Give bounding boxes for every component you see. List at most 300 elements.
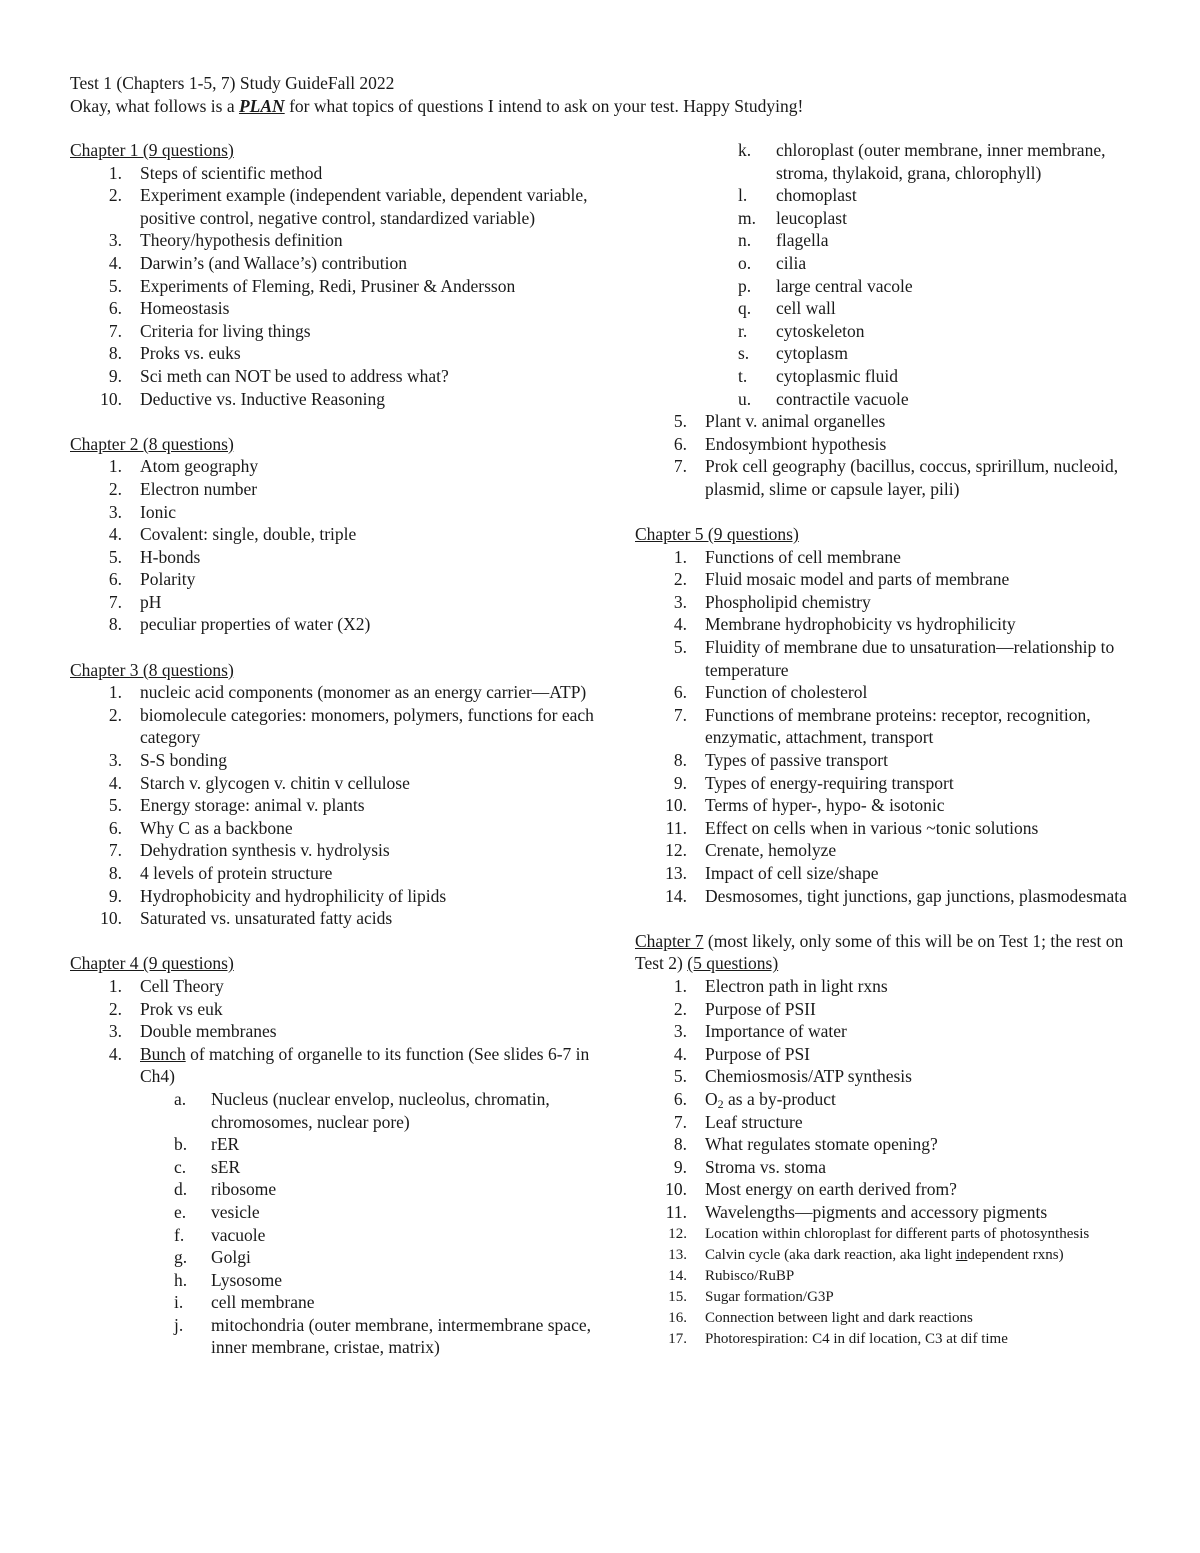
item-text: biomolecule categories: monomers, polymers, functions for each category — [140, 704, 594, 748]
item-text: Photorespiration: C4 in dif location, C3 at dif time — [705, 1330, 1008, 1347]
sub-list-item — [70, 1269, 600, 1292]
intro-text-start: Okay, what follows is a — [70, 95, 239, 116]
sub-list-item — [635, 365, 1155, 388]
list-item — [635, 591, 1155, 614]
item-text: What regulates stomate opening? — [705, 1134, 938, 1155]
sub-item-text: large central vacole — [776, 275, 913, 296]
item-number: 17. — [668, 1330, 687, 1347]
sub-list-item — [635, 342, 1155, 365]
sub-list-item — [635, 139, 1155, 184]
item-number: 6. — [108, 298, 122, 319]
item-number: 8. — [108, 343, 122, 364]
item-text: Energy storage: animal v. plants — [140, 795, 365, 816]
list-item — [635, 1043, 1155, 1066]
item-text: Starch v. glycogen v. chitin v cellulose — [140, 772, 410, 793]
item-text: Steps of scientific method — [140, 162, 323, 183]
right-column — [635, 139, 1155, 1372]
item-text: Electron number — [140, 478, 258, 499]
list-item — [635, 681, 1155, 704]
chapter-7-heading-note: (most likely, only some of this will be on Test 1; the rest on Test 2) — [635, 930, 1124, 974]
chapter-4-continued — [635, 139, 1155, 501]
item-text — [705, 1245, 1155, 1266]
list-item — [635, 794, 1155, 817]
item-text: Darwin’s (and Wallace’s) contribution — [140, 252, 408, 273]
item-number: 4. — [673, 614, 687, 635]
item-text: S-S bonding — [140, 750, 228, 771]
sub-list-item — [635, 297, 1155, 320]
item-number: 4. — [108, 524, 122, 545]
sub-item-text: cell membrane — [211, 1292, 315, 1313]
item-text: Atom geography — [140, 456, 259, 477]
chapter-4-heading: Chapter 4 (9 questions) — [70, 953, 234, 974]
item-text: Purpose of PSII — [705, 998, 816, 1019]
item-text: Types of energy-requiring transport — [705, 772, 954, 793]
sub-item-text: leucoplast — [776, 207, 847, 228]
item-number: 7. — [108, 840, 122, 861]
item-text: Functions of membrane proteins: receptor, recognition, enzymatic, attachment, transport — [705, 704, 1091, 748]
item-text: Double membranes — [140, 1021, 277, 1042]
item-number: 2. — [108, 185, 122, 206]
item-text: Rubisco/RuBP — [705, 1267, 795, 1284]
item-number: 3. — [108, 501, 122, 522]
item-number: 2. — [108, 704, 122, 725]
item-number: 10. — [665, 795, 687, 816]
item-number: 7. — [673, 456, 687, 477]
chapter-1-list — [70, 162, 600, 411]
list-item — [635, 1266, 1155, 1287]
item-number: 6. — [108, 817, 122, 838]
item-text: nucleic acid components (monomer as an energy carrier—ATP) — [140, 682, 587, 703]
chapter-7-list — [635, 975, 1155, 1088]
item-number: 1. — [673, 975, 687, 996]
item-number: 3. — [673, 1021, 687, 1042]
list-item — [70, 1043, 600, 1088]
sub-item-letter: e. — [174, 1201, 187, 1222]
sub-item-letter: d. — [174, 1179, 188, 1200]
item-number: 6. — [673, 433, 687, 454]
sub-item-letter: h. — [174, 1269, 188, 1290]
chapter-3-heading: Chapter 3 (8 questions) — [70, 659, 234, 680]
list-item — [70, 794, 600, 817]
list-item — [635, 1224, 1155, 1245]
list-item — [70, 862, 600, 885]
item-text: peculiar properties of water (X2) — [140, 614, 371, 635]
item-number: 8. — [108, 863, 122, 883]
list-item — [635, 1329, 1155, 1350]
item-number: 6. — [108, 569, 122, 590]
item-number: 5. — [673, 637, 687, 658]
document-header — [70, 72, 1150, 117]
sub-item-letter: r. — [738, 320, 748, 341]
sub-item-text: rER — [211, 1134, 240, 1155]
list-item — [635, 568, 1155, 591]
list-item — [70, 839, 600, 862]
sub-item-text: Lysosome — [211, 1269, 282, 1290]
item-number: 1. — [108, 975, 122, 996]
list-item — [635, 1245, 1155, 1266]
sub-item-letter: c. — [174, 1156, 187, 1177]
list-item — [70, 613, 600, 636]
list-item — [70, 388, 600, 411]
sub-item-text: flagella — [776, 230, 829, 251]
item-text: Chemiosmosis/ATP synthesis — [705, 1066, 912, 1087]
list-item — [635, 975, 1155, 998]
item-number: 15. — [668, 1288, 687, 1305]
chapter-5-heading: Chapter 5 (9 questions) — [635, 524, 799, 545]
item-number: 5. — [673, 1066, 687, 1087]
sub-item-text: cytoskeleton — [776, 320, 865, 341]
list-item — [70, 184, 600, 229]
sub-list-item — [70, 1156, 600, 1179]
item-text: Location within chloroplast for different parts of photosynthesis — [705, 1225, 1090, 1242]
sub-item-text: ribosome — [211, 1179, 277, 1200]
chapter-7-heading — [635, 930, 1155, 975]
item-number: 7. — [108, 320, 122, 341]
chapter-4-list — [70, 975, 600, 1043]
sub-list-item — [70, 1314, 600, 1359]
item-text: Experiment example (independent variable, dependent variable, positive control, negative control, standardized variable) — [140, 185, 588, 228]
item-text: Phospholipid chemistry — [705, 591, 871, 612]
item-number: 5. — [108, 795, 122, 816]
item-text: Criteria for living things — [140, 320, 311, 341]
chapter-7-list-b — [635, 1111, 1155, 1224]
item-text: Functions of cell membrane — [705, 546, 901, 567]
sub-list-item — [70, 1224, 600, 1247]
sub-item-text: chomoplast — [776, 185, 857, 206]
item-number: 4. — [108, 772, 122, 793]
sub-list-item — [70, 1201, 600, 1224]
sub-item-letter: t. — [738, 365, 748, 386]
item-number: 16. — [668, 1309, 687, 1326]
list-item — [635, 998, 1155, 1021]
item-text: Fluid mosaic model and parts of membrane — [705, 569, 1010, 590]
sub-list-item — [70, 1291, 600, 1314]
sub-list-item — [635, 184, 1155, 207]
item-number: 4. — [673, 1043, 687, 1064]
sub-item-text: chloroplast (outer membrane, inner membrane, stroma, thylakoid, grana, chlorophyll) — [776, 140, 1106, 183]
item-number: 12. — [665, 840, 687, 861]
list-item — [70, 546, 600, 569]
list-item — [635, 1133, 1155, 1156]
item-number: 3. — [108, 1021, 122, 1042]
sub-item-text: vesicle — [211, 1201, 260, 1222]
item-text: Impact of cell size/shape — [705, 863, 879, 883]
item-number: 8. — [108, 614, 122, 635]
item-number: 2. — [673, 569, 687, 590]
chapter-2-list — [70, 455, 600, 636]
list-item — [70, 275, 600, 298]
sub-item-text: cytoplasmic fluid — [776, 365, 898, 386]
item-text: Saturated vs. unsaturated fatty acids — [140, 908, 393, 929]
sub-item-letter: k. — [738, 140, 752, 160]
list-item — [70, 749, 600, 772]
item-text: Desmosomes, tight junctions, gap junctions, plasmodesmata — [705, 885, 1127, 906]
item-number: 2. — [673, 998, 687, 1019]
intro-line — [70, 95, 1150, 118]
list-item — [70, 478, 600, 501]
sub-item-letter: b. — [174, 1134, 188, 1155]
chapter-3-list — [70, 681, 600, 930]
item-text — [705, 1088, 1155, 1111]
item-text: Function of cholesterol — [705, 682, 868, 703]
sub-item-letter: a. — [174, 1088, 187, 1109]
sub-item-letter: m. — [738, 207, 756, 228]
item-number: 10. — [100, 388, 122, 409]
sub-list-item — [635, 252, 1155, 275]
item-number: 8. — [673, 750, 687, 771]
list-item — [635, 1287, 1155, 1308]
item-number: 3. — [108, 750, 122, 771]
chapter-7-list-small-b — [635, 1266, 1155, 1350]
chapter-5-section — [635, 523, 1155, 907]
chapter-7-heading-title: Chapter 7 — [635, 930, 704, 951]
list-item — [70, 229, 600, 252]
chapter-1-section — [70, 139, 600, 410]
item-number: 9. — [673, 1156, 687, 1177]
item-number: 9. — [673, 772, 687, 793]
item-text: pH — [140, 591, 162, 612]
list-item — [635, 772, 1155, 795]
bunch-underlined: Bunch — [140, 1043, 186, 1064]
item-number: 2. — [108, 478, 122, 499]
sub-item-letter: f. — [174, 1224, 185, 1245]
item-number: 10. — [665, 1179, 687, 1200]
item-number: 1. — [108, 456, 122, 477]
item-text: Crenate, hemolyze — [705, 840, 837, 861]
list-item — [70, 342, 600, 365]
list-item — [635, 862, 1155, 885]
list-item — [70, 885, 600, 908]
sub-item-letter: q. — [738, 298, 752, 319]
sub-list-item — [635, 320, 1155, 343]
chapter-4-list-continued — [635, 410, 1155, 500]
sub-list-item — [70, 1088, 600, 1133]
item-text: Proks vs. euks — [140, 343, 241, 364]
list-item — [70, 998, 600, 1021]
sub-item-text: Golgi — [211, 1247, 251, 1268]
sub-item-letter: g. — [174, 1247, 188, 1268]
item-number: 14. — [665, 885, 687, 906]
item-number: 11. — [665, 1201, 687, 1222]
item-text: Covalent: single, double, triple — [140, 524, 357, 545]
item-text: H-bonds — [140, 546, 201, 567]
sub-item-letter: s. — [738, 343, 750, 364]
chapter-7-heading-count: (5 questions) — [687, 953, 779, 974]
chapter-2-heading: Chapter 2 (8 questions) — [70, 433, 234, 454]
item-text: Plant v. animal organelles — [705, 411, 886, 432]
list-item — [635, 1156, 1155, 1179]
item-text: Fluidity of membrane due to unsaturation—relationship to temperature — [705, 637, 1115, 680]
sub-list-item — [635, 207, 1155, 230]
sub-item-text: contractile vacuole — [776, 388, 909, 409]
item-number: 13. — [668, 1246, 687, 1263]
sub-item-text: Nucleus (nuclear envelop, nucleolus, chromatin, chromosomes, nuclear pore) — [211, 1088, 550, 1132]
item-number: 1. — [673, 546, 687, 567]
item-number: 3. — [108, 230, 122, 251]
list-item — [635, 546, 1155, 569]
item-text: Wavelengths—pigments and accessory pigments — [705, 1201, 1048, 1222]
list-item — [635, 704, 1155, 749]
item-number: 9. — [108, 365, 122, 386]
item-text: Leaf structure — [705, 1111, 803, 1132]
list-item — [70, 501, 600, 524]
item-number: 4. — [108, 252, 122, 273]
list-item — [70, 907, 600, 930]
list-item — [635, 433, 1155, 456]
list-item — [635, 636, 1155, 681]
list-item — [635, 1088, 1155, 1111]
list-item — [635, 1178, 1155, 1201]
list-item — [635, 817, 1155, 840]
list-item — [70, 817, 600, 840]
item-text: Ionic — [140, 501, 176, 522]
sub-item-letter: p. — [738, 275, 752, 296]
list-item — [635, 410, 1155, 433]
item-number: 5. — [673, 411, 687, 432]
chapter-4-sublist — [70, 1088, 600, 1359]
item-text: Importance of water — [705, 1021, 847, 1042]
list-item — [635, 839, 1155, 862]
item-text: Stroma vs. stoma — [705, 1156, 827, 1177]
item-text: Experiments of Fleming, Redi, Prusiner & Andersson — [140, 275, 516, 296]
list-item — [635, 613, 1155, 636]
list-item — [635, 885, 1155, 908]
sub-item-text: cilia — [776, 252, 807, 273]
item-number: 14. — [668, 1267, 687, 1284]
sub-item-letter: u. — [738, 388, 752, 409]
sub-item-letter: j. — [174, 1314, 184, 1335]
list-item — [70, 162, 600, 185]
sub-item-letter: n. — [738, 230, 752, 251]
left-column — [70, 139, 600, 1382]
list-item — [70, 681, 600, 704]
sub-item-letter: o. — [738, 252, 752, 273]
sub-item-text: mitochondria (outer membrane, intermembrane space, inner membrane, cristae, matrix) — [211, 1314, 591, 1358]
item-number: 6. — [673, 1088, 687, 1109]
list-item — [70, 772, 600, 795]
list-item — [70, 591, 600, 614]
item-text: Theory/hypothesis definition — [140, 230, 343, 251]
sub-list-item — [635, 229, 1155, 252]
item-text: Sugar formation/G3P — [705, 1288, 834, 1305]
item-number: 4. — [108, 1043, 122, 1064]
item-text: Connection between light and dark reactions — [705, 1309, 973, 1326]
item-text — [140, 1043, 600, 1088]
item-number: 2. — [108, 998, 122, 1019]
item-text: Deductive vs. Inductive Reasoning — [140, 388, 385, 409]
list-item — [70, 1020, 600, 1043]
list-item — [635, 1201, 1155, 1224]
item-number: 8. — [673, 1134, 687, 1155]
item-text: Sci meth can NOT be used to address what? — [140, 365, 449, 386]
list-item — [635, 1308, 1155, 1329]
sub-item-text: cell wall — [776, 298, 836, 319]
list-item — [70, 704, 600, 749]
item-number: 13. — [665, 863, 687, 883]
document-title: Test 1 (Chapters 1-5, 7) Study GuideFall 2022 — [70, 73, 395, 93]
item-6-rest: as a by-product — [723, 1088, 836, 1109]
oxygen-subscript: 2 — [717, 1096, 724, 1111]
chapter-5-list — [635, 546, 1155, 908]
item-number: 11. — [665, 817, 687, 838]
list-item — [70, 320, 600, 343]
intro-text-end: for what topics of questions I intend to ask on your test. Happy Studying! — [284, 95, 804, 116]
item-text: Dehydration synthesis v. hydrolysis — [140, 840, 390, 861]
chapter-1-heading: Chapter 1 (9 questions) — [70, 140, 234, 160]
item-number: 5. — [108, 275, 122, 296]
item-text: Hydrophobicity and hydrophilicity of lipids — [140, 885, 447, 906]
chapter-3-section — [70, 659, 600, 930]
sub-item-letter: l. — [738, 185, 748, 206]
chapter-2-section — [70, 433, 600, 636]
list-item — [70, 568, 600, 591]
list-item — [70, 523, 600, 546]
list-item — [70, 975, 600, 998]
sub-list-item — [635, 275, 1155, 298]
list-item — [70, 365, 600, 388]
item-text: Effect on cells when in various ~tonic solutions — [705, 817, 1039, 838]
sub-list-item — [635, 388, 1155, 411]
item-number: 3. — [673, 591, 687, 612]
list-item — [70, 455, 600, 478]
item-text: Membrane hydrophobicity vs hydrophilicity — [705, 614, 1016, 635]
item-text: Types of passive transport — [705, 750, 888, 771]
item-number: 1. — [108, 682, 122, 703]
sub-item-text: cytoplasm — [776, 343, 848, 364]
item-text: Polarity — [140, 569, 196, 590]
item-text: Homeostasis — [140, 298, 230, 319]
item-13-underlined: in — [955, 1246, 968, 1263]
item-number: 1. — [108, 162, 122, 183]
chapter-4-sublist-continued — [635, 139, 1155, 410]
item-text: Prok cell geography (bacillus, coccus, spririllum, nucleoid, plasmid, slime or capsule layer, pili) — [705, 456, 1119, 499]
oxygen-symbol: O — [705, 1088, 718, 1109]
item-text: Electron path in light rxns — [705, 975, 888, 996]
item-13-end: dependent rxns) — [967, 1246, 1064, 1263]
list-item — [70, 252, 600, 275]
list-item — [635, 1065, 1155, 1088]
item-text: Most energy on earth derived from? — [705, 1179, 957, 1200]
sub-item-text: vacuole — [211, 1224, 266, 1245]
sub-list-item — [70, 1246, 600, 1269]
item-text: Purpose of PSI — [705, 1043, 811, 1064]
item-13-start: Calvin cycle (aka dark reaction, aka light — [705, 1246, 956, 1263]
item-text: Cell Theory — [140, 975, 224, 996]
list-item — [635, 749, 1155, 772]
item-number: 12. — [668, 1225, 687, 1242]
item-4-rest: of matching of organelle to its function (See slides 6-7 in Ch4) — [140, 1043, 590, 1087]
item-text: 4 levels of protein structure — [140, 863, 333, 883]
intro-plan-emphasis: PLAN — [238, 95, 285, 116]
list-item — [635, 455, 1155, 500]
item-text: Prok vs euk — [140, 998, 223, 1019]
item-number: 9. — [108, 885, 122, 906]
sub-item-letter: i. — [174, 1292, 184, 1313]
item-number: 6. — [673, 682, 687, 703]
chapter-7-list-small — [635, 1224, 1155, 1245]
item-number: 7. — [673, 1111, 687, 1132]
chapter-7-section — [635, 930, 1155, 1350]
sub-list-item — [70, 1178, 600, 1201]
list-item — [635, 1020, 1155, 1043]
chapter-4-section — [70, 952, 600, 1359]
item-text: Endosymbiont hypothesis — [705, 433, 887, 454]
list-item — [70, 297, 600, 320]
item-number: 10. — [100, 908, 122, 929]
list-item — [635, 1111, 1155, 1134]
item-text: Terms of hyper-, hypo- & isotonic — [705, 795, 945, 816]
sub-list-item — [70, 1133, 600, 1156]
